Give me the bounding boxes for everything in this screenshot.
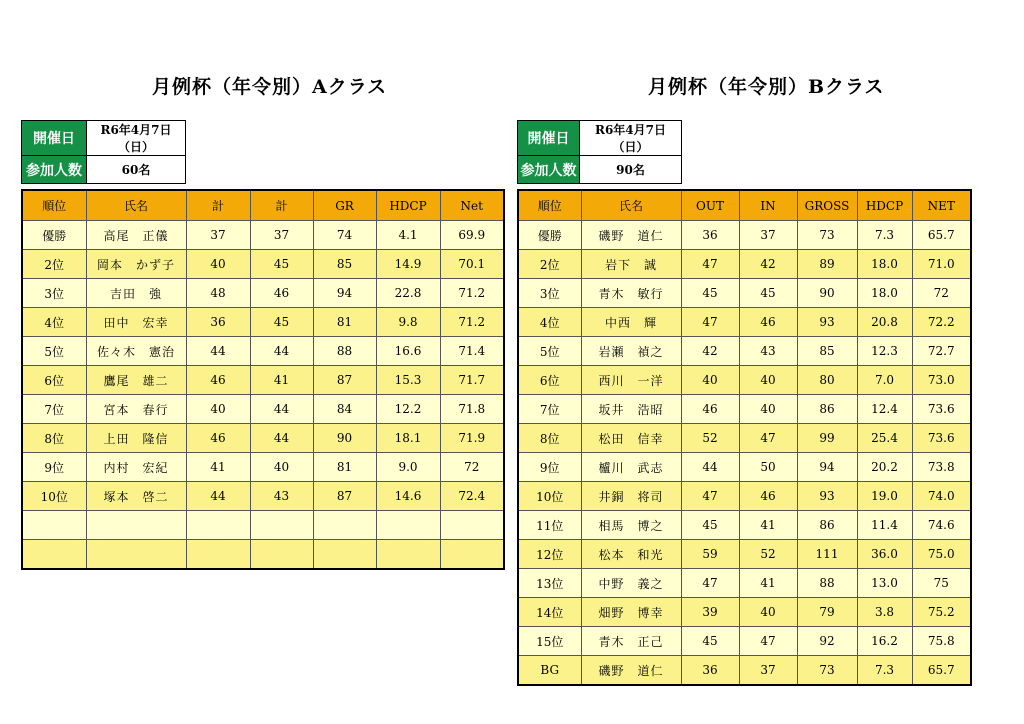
rank-cell: 12位 [518,540,581,569]
score-cell: 73.6 [912,395,971,424]
score-cell: 79 [797,598,857,627]
participants-value: 60名 [87,156,186,184]
score-cell: 47 [739,424,797,453]
score-cell: 14.9 [376,250,440,279]
table-row [518,482,971,511]
right-results-table [517,189,972,686]
score-cell: 40 [739,598,797,627]
player-name-cell: 西川 一洋 [581,366,681,395]
score-cell: 47 [681,250,739,279]
rank-cell: 優勝 [518,221,581,250]
rank-cell: 6位 [518,366,581,395]
player-name-cell: 松田 信幸 [581,424,681,453]
score-cell: 45 [250,308,313,337]
player-name-cell: 宮本 春行 [86,395,186,424]
score-cell [186,511,250,540]
column-header: GR [313,190,376,221]
table-row [22,250,504,279]
score-cell: 65.7 [912,221,971,250]
score-cell: 7.0 [857,366,912,395]
table-row [518,540,971,569]
score-cell: 37 [250,221,313,250]
score-cell: 72.4 [440,482,504,511]
score-cell: 90 [797,279,857,308]
rank-cell: 優勝 [22,221,86,250]
score-cell [250,511,313,540]
left-results-table [21,189,505,570]
score-cell: 72.2 [912,308,971,337]
rank-cell [22,511,86,540]
rank-cell: 13位 [518,569,581,598]
column-header: 計 [186,190,250,221]
score-cell: 52 [681,424,739,453]
score-cell: 37 [739,221,797,250]
player-name-cell: 岩下 誠 [581,250,681,279]
score-cell: 36 [186,308,250,337]
table-row [518,453,971,482]
rank-cell: 9位 [518,453,581,482]
score-cell: 47 [681,569,739,598]
score-cell: 85 [313,250,376,279]
table-row [518,221,971,250]
score-cell: 41 [739,511,797,540]
score-cell: 89 [797,250,857,279]
column-header: HDCP [857,190,912,221]
score-cell: 20.2 [857,453,912,482]
score-cell: 81 [313,308,376,337]
score-cell: 45 [739,279,797,308]
rank-cell: 5位 [518,337,581,366]
score-cell: 37 [186,221,250,250]
date-value: R6年4月7日（日） [580,121,682,156]
score-cell: 47 [681,308,739,337]
score-cell: 71.0 [912,250,971,279]
score-cell: 12.2 [376,395,440,424]
rank-cell: 7位 [518,395,581,424]
score-cell: 12.3 [857,337,912,366]
table-row [22,308,504,337]
date-label: 開催日 [22,121,87,156]
table-row [22,337,504,366]
table-row [22,511,504,540]
score-cell: 9.0 [376,453,440,482]
score-cell: 18.0 [857,279,912,308]
score-cell: 42 [739,250,797,279]
table-row [518,598,971,627]
player-name-cell: 松本 和光 [581,540,681,569]
player-name-cell: 高尾 正儀 [86,221,186,250]
score-cell: 25.4 [857,424,912,453]
player-name-cell: 岩瀬 禎之 [581,337,681,366]
score-cell: 40 [186,395,250,424]
score-cell: 18.1 [376,424,440,453]
column-header: 順位 [518,190,581,221]
rank-cell: 4位 [518,308,581,337]
score-cell [186,540,250,570]
column-header: GROSS [797,190,857,221]
score-cell: 41 [186,453,250,482]
score-cell: 40 [250,453,313,482]
score-cell: 40 [681,366,739,395]
left-page-title: 月例杯（年令別）Aクラス [152,76,388,98]
score-cell: 70.1 [440,250,504,279]
left-info-table [21,120,186,184]
player-name-cell: 田中 宏幸 [86,308,186,337]
score-cell: 71.7 [440,366,504,395]
rank-cell: 11位 [518,511,581,540]
right-page-title: 月例杯（年令別）Bクラス [648,76,885,98]
rank-cell: 10位 [22,482,86,511]
score-cell: 87 [313,366,376,395]
score-cell: 43 [739,337,797,366]
score-cell: 92 [797,627,857,656]
column-header: NET [912,190,971,221]
rank-cell: 2位 [22,250,86,279]
rank-cell: 5位 [22,337,86,366]
rank-cell: 10位 [518,482,581,511]
score-cell: 93 [797,482,857,511]
score-cell: 16.2 [857,627,912,656]
score-cell: 48 [186,279,250,308]
score-cell: 88 [797,569,857,598]
table-row [22,221,504,250]
column-header: 氏名 [581,190,681,221]
score-cell: 71.9 [440,424,504,453]
header-row [22,190,504,221]
table-row [22,453,504,482]
score-cell: 12.4 [857,395,912,424]
score-cell: 44 [681,453,739,482]
score-cell: 50 [739,453,797,482]
table-row [518,511,971,540]
score-cell [376,511,440,540]
score-cell: 11.4 [857,511,912,540]
column-header: IN [739,190,797,221]
column-header: 氏名 [86,190,186,221]
player-name-cell: 塚本 啓二 [86,482,186,511]
score-cell: 93 [797,308,857,337]
player-name-cell: 中野 義之 [581,569,681,598]
score-cell: 75.2 [912,598,971,627]
score-cell: 46 [186,366,250,395]
participants-value: 90名 [580,156,682,184]
rank-cell: 6位 [22,366,86,395]
score-cell [250,540,313,570]
player-name-cell: 岡本 かず子 [86,250,186,279]
score-cell: 44 [186,482,250,511]
score-cell: 40 [739,395,797,424]
score-cell: 111 [797,540,857,569]
score-cell: 73.0 [912,366,971,395]
score-cell: 88 [313,337,376,366]
score-cell: 47 [681,482,739,511]
player-name-cell: 中西 輝 [581,308,681,337]
rank-cell: 7位 [22,395,86,424]
player-name-cell: 内村 宏紀 [86,453,186,482]
player-name-cell: 櫨川 武志 [581,453,681,482]
score-cell: 22.8 [376,279,440,308]
score-cell: 41 [250,366,313,395]
rank-cell: 14位 [518,598,581,627]
column-header: OUT [681,190,739,221]
table-row [518,395,971,424]
player-name-cell [86,540,186,570]
score-cell: 73 [797,221,857,250]
score-cell: 99 [797,424,857,453]
score-cell: 37 [739,656,797,686]
participants-label: 参加人数 [518,156,580,184]
score-cell: 46 [681,395,739,424]
rank-cell: 3位 [518,279,581,308]
score-cell: 45 [681,279,739,308]
score-cell: 75.8 [912,627,971,656]
column-header: 計 [250,190,313,221]
score-cell: 86 [797,511,857,540]
score-cell: 72 [440,453,504,482]
score-cell: 59 [681,540,739,569]
score-cell: 36 [681,221,739,250]
rank-cell: 9位 [22,453,86,482]
score-cell: 75 [912,569,971,598]
player-name-cell: 鷹尾 雄二 [86,366,186,395]
rank-cell [22,540,86,570]
player-name-cell: 磯野 道仁 [581,656,681,686]
score-cell: 16.6 [376,337,440,366]
header-row [518,190,971,221]
score-cell: 69.9 [440,221,504,250]
score-cell: 18.0 [857,250,912,279]
score-cell [440,540,504,570]
player-name-cell: 青木 正己 [581,627,681,656]
right-info-table [517,120,682,184]
score-cell: 9.8 [376,308,440,337]
score-cell: 3.8 [857,598,912,627]
score-cell: 71.2 [440,279,504,308]
table-row [518,308,971,337]
table-row [518,627,971,656]
score-cell: 74.0 [912,482,971,511]
rank-cell: 8位 [518,424,581,453]
date-label: 開催日 [518,121,580,156]
column-header: HDCP [376,190,440,221]
table-row [22,540,504,570]
player-name-cell: 青木 敏行 [581,279,681,308]
score-cell: 20.8 [857,308,912,337]
score-cell: 84 [313,395,376,424]
score-cell: 44 [186,337,250,366]
score-cell: 85 [797,337,857,366]
score-cell: 44 [250,395,313,424]
score-cell: 94 [797,453,857,482]
player-name-cell: 吉田 強 [86,279,186,308]
score-cell: 72 [912,279,971,308]
score-cell: 40 [186,250,250,279]
table-row [22,395,504,424]
score-cell: 45 [681,627,739,656]
player-name-cell: 畑野 博幸 [581,598,681,627]
player-name-cell: 坂井 浩昭 [581,395,681,424]
rank-cell: 15位 [518,627,581,656]
score-cell: 19.0 [857,482,912,511]
score-cell: 44 [250,424,313,453]
player-name-cell: 佐々木 憲治 [86,337,186,366]
table-row [22,482,504,511]
column-header: Net [440,190,504,221]
rank-cell: BG [518,656,581,686]
score-cell: 73 [797,656,857,686]
score-cell: 36.0 [857,540,912,569]
score-cell: 80 [797,366,857,395]
score-cell: 65.7 [912,656,971,686]
rank-cell: 8位 [22,424,86,453]
table-row [22,424,504,453]
table-row [22,279,504,308]
score-cell: 43 [250,482,313,511]
score-cell: 73.8 [912,453,971,482]
table-row [518,337,971,366]
table-row [518,366,971,395]
score-cell: 46 [186,424,250,453]
participants-label: 参加人数 [22,156,87,184]
date-value: R6年4月7日（日） [87,121,186,156]
score-cell: 40 [739,366,797,395]
score-cell: 42 [681,337,739,366]
table-row [518,279,971,308]
score-cell: 45 [681,511,739,540]
score-cell: 46 [250,279,313,308]
score-cell: 81 [313,453,376,482]
score-cell: 73.6 [912,424,971,453]
score-cell: 90 [313,424,376,453]
score-cell: 45 [250,250,313,279]
score-cell: 47 [739,627,797,656]
score-cell: 75.0 [912,540,971,569]
score-cell: 46 [739,482,797,511]
player-name-cell: 上田 隆信 [86,424,186,453]
score-cell: 71.8 [440,395,504,424]
table-row [518,656,971,686]
score-cell: 74 [313,221,376,250]
score-cell: 39 [681,598,739,627]
score-cell [313,540,376,570]
score-cell: 71.2 [440,308,504,337]
score-cell: 72.7 [912,337,971,366]
player-name-cell: 相馬 博之 [581,511,681,540]
score-cell: 94 [313,279,376,308]
player-name-cell: 磯野 道仁 [581,221,681,250]
score-cell: 41 [739,569,797,598]
rank-cell: 2位 [518,250,581,279]
score-cell [376,540,440,570]
rank-cell: 3位 [22,279,86,308]
score-cell: 7.3 [857,656,912,686]
player-name-cell: 井銅 将司 [581,482,681,511]
table-row [518,569,971,598]
score-cell: 13.0 [857,569,912,598]
score-cell: 71.4 [440,337,504,366]
rank-cell: 4位 [22,308,86,337]
score-cell: 46 [739,308,797,337]
score-cell [440,511,504,540]
score-cell: 4.1 [376,221,440,250]
score-cell: 74.6 [912,511,971,540]
score-cell [313,511,376,540]
score-cell: 7.3 [857,221,912,250]
table-row [518,424,971,453]
score-cell: 36 [681,656,739,686]
table-row [518,250,971,279]
score-cell: 14.6 [376,482,440,511]
player-name-cell [86,511,186,540]
column-header: 順位 [22,190,86,221]
score-cell: 86 [797,395,857,424]
score-cell: 44 [250,337,313,366]
score-cell: 87 [313,482,376,511]
score-cell: 52 [739,540,797,569]
score-cell: 15.3 [376,366,440,395]
table-row [22,366,504,395]
